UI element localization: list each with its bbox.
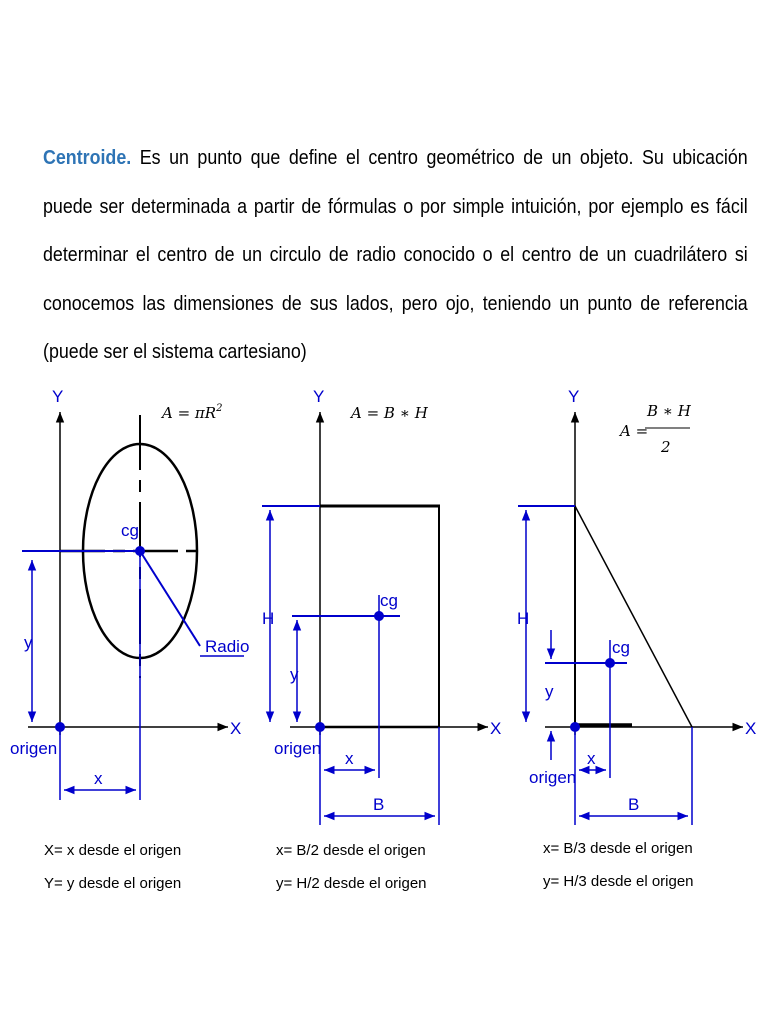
rect-x-dim-label: x [345, 749, 354, 768]
rect-cg-label: cg [380, 591, 398, 610]
rect-origin-label: origen [274, 739, 322, 758]
term-text: Centroide [43, 146, 127, 169]
rect-y-axis-label: Y [313, 387, 325, 406]
tri-h-dim-label: H [517, 609, 530, 628]
rect-x-axis-label: X [490, 719, 502, 738]
circle-note-y: Y= y desde el origen [44, 875, 182, 892]
circle-y-axis-label: Y [52, 387, 64, 406]
rect-cg-point [374, 611, 384, 621]
tri-x-dim-label: x [587, 749, 596, 768]
rect-h-dim-label: H [262, 609, 275, 628]
definition-text: Es un punto que define el centro geométrico de un objeto. Su ubicación puede ser determinada a partir de fórmulas o por simple intuición, por ejemplo es fácil determinar el centro de un circulo de radio conocido o el centro de un cuadrilátero si conocemos las dimensiones de sus lados, pero ojo, teniendo un punto de referencia (puede ser el sistema cartesiano) [43, 146, 748, 363]
circle-figure [10, 387, 249, 892]
tri-y-dim-label: y [545, 682, 554, 701]
tri-note-x: x= B/3 desde el origen [543, 840, 693, 857]
tri-b-dim-label: B [628, 795, 640, 814]
rect-note-x: x= B/2 desde el origen [276, 842, 426, 859]
circle-x-dim-label: x [94, 769, 103, 788]
term-punct: . [126, 146, 132, 169]
circle-origin-label: origen [10, 739, 58, 758]
tri-origin-label: origen [529, 768, 577, 787]
circle-origin-point [55, 722, 65, 732]
rect-b-dim-label: B [373, 795, 385, 814]
tri-x-axis-label: X [745, 719, 757, 738]
circle-formula: $A = \pi R^2$ [162, 403, 223, 422]
circle-x-axis-label: X [230, 719, 242, 738]
tri-formula-lhs: A = [620, 422, 649, 440]
tri-cg-label: cg [612, 638, 630, 657]
rect-note-y: y= H/2 desde el origen [276, 875, 427, 892]
circle-y-dim-label: y [24, 633, 33, 652]
tri-cg-point [605, 658, 615, 668]
tri-note-y: y= H/3 desde el origen [543, 873, 694, 890]
circle-note-x: X= x desde el origen [44, 842, 182, 859]
tri-origin-point [570, 722, 580, 732]
rect-formula: A = B ∗ H [351, 404, 428, 422]
triangle-figure [517, 387, 756, 890]
tri-hypotenuse [575, 506, 692, 727]
tri-formula-den: 2 [661, 438, 671, 456]
rect-y-dim-label: y [290, 665, 299, 684]
circle-radius-label: Radio [205, 637, 250, 656]
tri-formula-num: B ∗ H [647, 402, 691, 420]
rect-origin-point [315, 722, 325, 732]
circle-cg-label: cg [121, 521, 139, 540]
circle-cg-point [135, 546, 145, 556]
rectangle-figure [262, 387, 501, 892]
tri-y-axis-label: Y [568, 387, 580, 406]
